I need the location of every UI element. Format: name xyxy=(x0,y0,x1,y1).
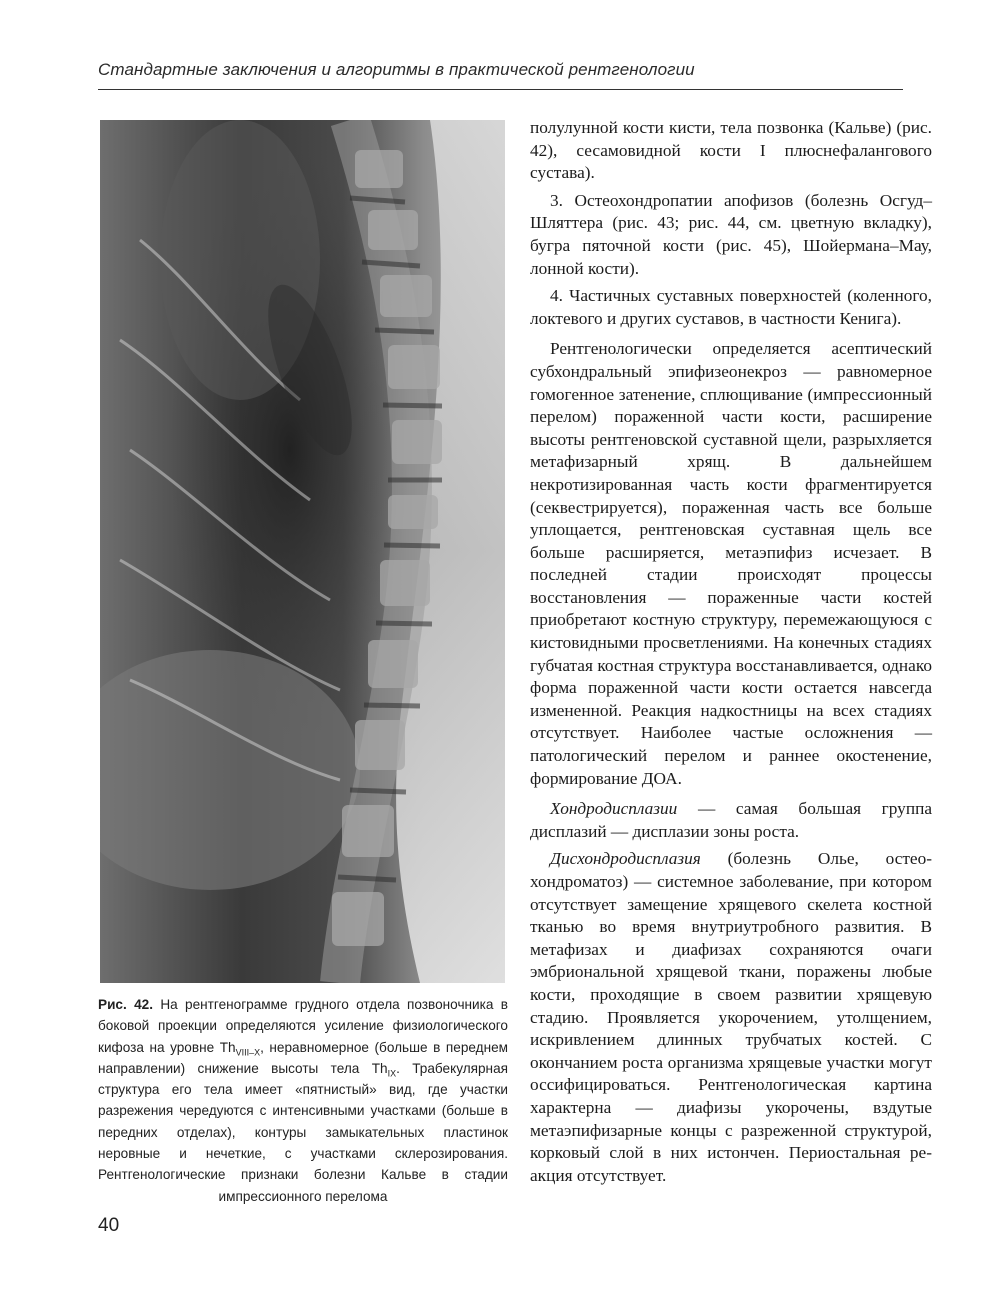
body-column xyxy=(530,117,932,1192)
caption-text-1: На рентгенограмме грудного отдела позвоночника в боковой проекции определяются усиление физиологического кифоза на уровне Th xyxy=(98,997,508,1055)
caption-label: Рис. 42. xyxy=(98,997,153,1012)
term-chondrodysplasia: Хондродисплазии xyxy=(550,799,678,819)
running-title: Стандартные заключения и алгоритмы в практической рентгенологии xyxy=(98,60,695,79)
header-rule xyxy=(98,89,903,90)
paragraph-1: полулунной кости кисти, тела позвонка (Кальве) (рис. 42), сесамовидной кости I плюснефалангового сустава). xyxy=(530,118,932,183)
caption-text-3: . Трабекулярная структура его тела имеет «пятнистый» вид, где участки разрежения чередуются с интенсивными участками (больше в передних отделах), контуры замыкательных пластинок неровные и нечеткие, с участками склерозирования. Рентгенологические признаки болезни Кальве в стадии импрессионного перелома xyxy=(98,1060,508,1204)
paragraph-5 xyxy=(530,798,932,843)
caption-subscript-2: IX xyxy=(387,1068,397,1079)
paragraph-6-text: (болезнь Олье, остеохондроматоз) — системное заболевание, при котором отсутствует замещение хрящевого скелета костной тканью во время внутриутробного развития. В метафизах и диафизах сохраняются очаги эмбриональной хрящевой ткани, поражены любые кости, проходящие в своем развитии хрящевую стадию. Проявляется укорочением, утолщением, искривлением длинных трубчатых костей. С окончанием роста организма хрящевые участки могут оссифицироваться. Рентгенологическая картина характерна — диафизы укорочены, вздутые метаэпифизарные концы с разреженной структурой, корковый слой в них истончен. Периостальная реакция отсутствует. xyxy=(530,849,932,1185)
caption-subscript-1: VIII–X xyxy=(235,1047,261,1058)
paragraph-5-text: — самая большая группа дисплазий — дисплазии зоны роста. xyxy=(530,799,932,841)
page-number: 40 xyxy=(98,1215,120,1236)
caption-text-2: , неравномерное (больше в переднем направлении) снижение высоты тела Th xyxy=(98,1039,508,1076)
xray-image xyxy=(100,120,505,983)
paragraph-4: Рентгенологически определяется асептический субхондральный эпифизеонекроз — равномерное гомогенное затенение, сплющивание (импрессионный перелом) пораженной части кости, расширение высоты рентгеновской суставной щели, разрыхляется метафизарный хрящ. В дальнейшем некротизированная часть кости фрагментируется (секвестрируется), пораженная часть все больше уплощается, рентгеновская суставная щель все больше расширяется, метаэпифиз исчезает. В последней стадии происходят процессы восстановления — пораженные части костей приобретают костную структуру, перемежающуюся с кистовидными просветлениями. На конечных стадиях губчатая костная структура восстанавливается, однако форма пораженной части кости остается навсегда измененной. Реакция надкостницы на всех стадиях отсутствует. Наиболее частые осложнения — патологический перелом и раннее окостенение, формирование ДОА. xyxy=(530,339,932,788)
term-dyschondrodysplasia: Дисхондродисплазия xyxy=(550,849,701,869)
figure-caption xyxy=(98,994,508,1207)
paragraph-2: 3. Остеохондропатии апофизов (болезнь Осгуд–Шляттера (рис. 43; рис. 44, см. цветную вкладку), бугра пяточной кости (рис. 45), Шойермана–Мау, лонной кости). xyxy=(530,190,932,278)
xray-figure xyxy=(100,120,505,983)
paragraph-3: 4. Частичных суставных поверхностей (коленного, локтевого и других суставов, в частности Кенига). xyxy=(530,286,932,328)
paragraph-6 xyxy=(530,848,932,1187)
